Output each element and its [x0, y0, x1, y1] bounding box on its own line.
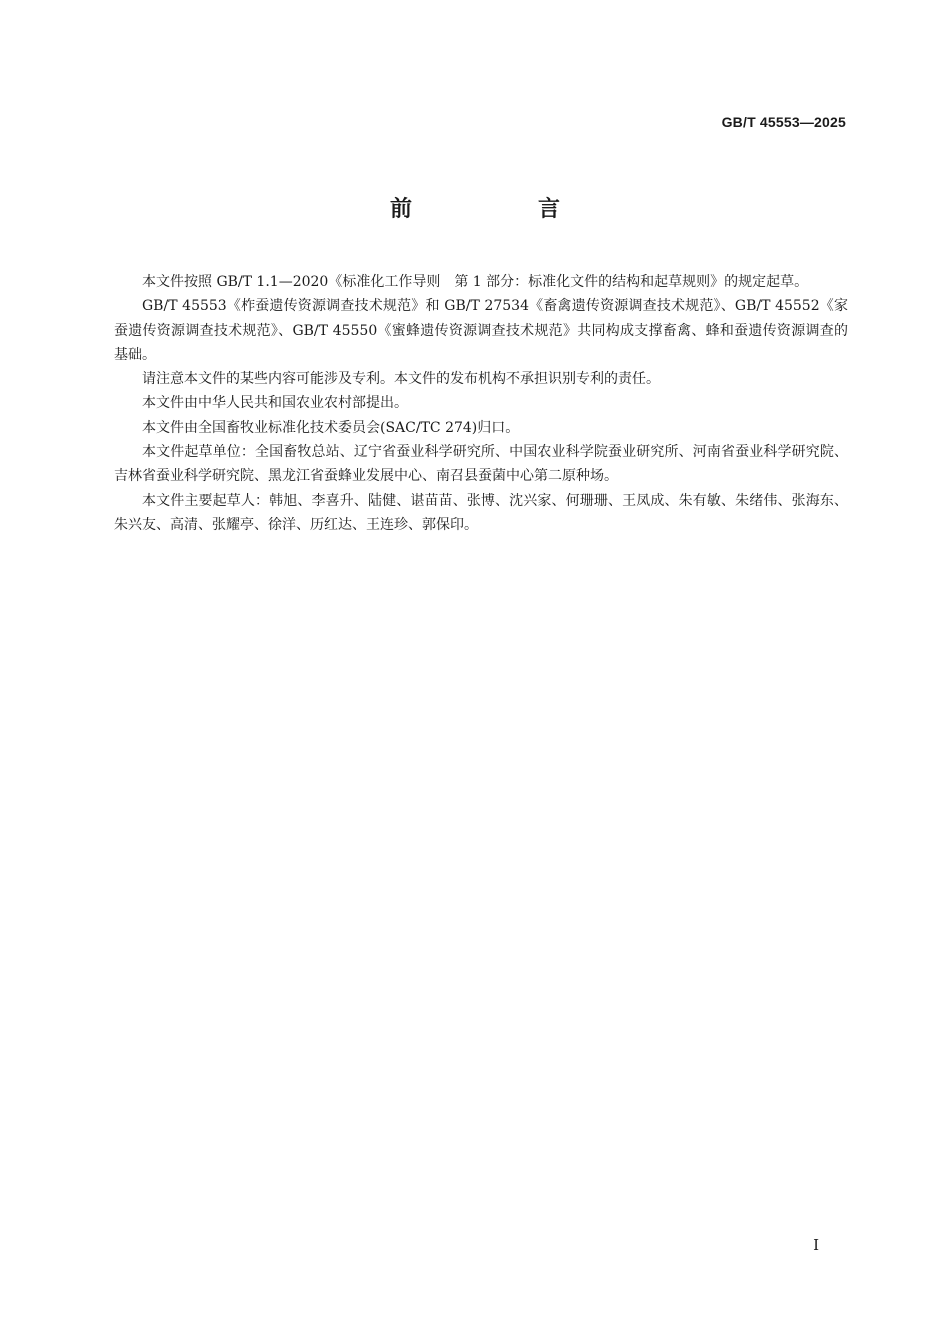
- paragraph-patent-notice: 请注意本文件的某些内容可能涉及专利。本文件的发布机构不承担识别专利的责任。: [142, 371, 660, 388]
- paragraph-drafting-rules: 本文件按照 GB/T 1.1—2020《标准化工作导则 第 1 部分：标准化文件的结构和起草规则》的规定起草。: [142, 274, 809, 290]
- paragraph-committee: 本文件由全国畜牧业标准化技术委员会(SAC/TC 274)归口。: [142, 419, 520, 436]
- paragraph-drafters: 本文件主要起草人：韩旭、李喜升、陆健、谌苗苗、张博、沈兴家、何珊珊、王凤成、朱有敏、朱绪伟、张海东、朱兴友、高清、张耀亭、徐洋、历红达、王连珍、郭保印。: [114, 492, 848, 533]
- paragraph-proposer: 本文件由中华人民共和国农业农村部提出。: [142, 395, 408, 412]
- standard-code: GB/T 45553—2025: [721, 114, 846, 130]
- paragraph-related-standards: GB/T 45553《柞蚕遗传资源调查技术规范》和 GB/T 27534《畜禽遗传资源调查技术规范》、GB/T 45552《家蚕遗传资源调查技术规范》、GB/T 45550《蜜蜂遗传资源调查技术规范》共同构成支撑畜禽、蜂和蚕遗传资源调查的基础。: [114, 298, 848, 363]
- document-body: [114, 270, 848, 537]
- page-number: I: [813, 1236, 819, 1254]
- paragraph-drafting-units: 本文件起草单位：全国畜牧总站、辽宁省蚕业科学研究所、中国农业科学院蚕业研究所、河南省蚕业科学研究院、吉林省蚕业科学研究院、黑龙江省蚕蜂业发展中心、南召县蚕菌中心第二原种场。: [114, 444, 848, 485]
- page-title: 前 言: [389, 197, 612, 222]
